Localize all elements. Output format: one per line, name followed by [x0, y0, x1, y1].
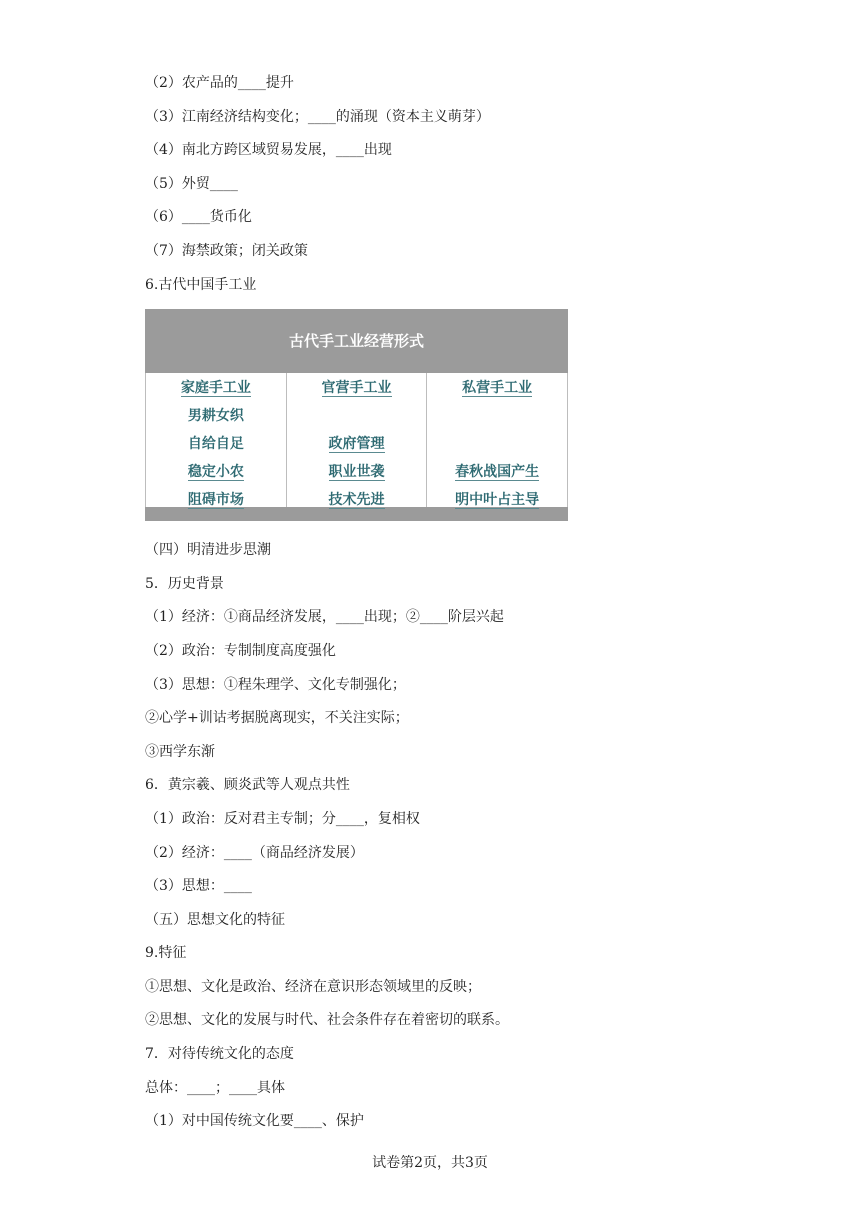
text-line: 5．历史背景	[145, 575, 224, 592]
text-line: （1）对中国传统文化要____、保护	[145, 1113, 364, 1130]
page-footer: 试卷第2页，共3页	[372, 1155, 488, 1171]
table-column-official	[287, 373, 428, 507]
table-body	[145, 373, 568, 507]
table-cell: 自给自足	[187, 436, 244, 453]
section-heading: （五）思想文化的特征	[145, 911, 285, 928]
text-line: （3）思想：____	[145, 878, 252, 895]
text-line: 9.特征	[145, 945, 187, 962]
text-line: （7）海禁政策；闭关政策	[145, 242, 308, 259]
table-cell: 明中叶占主导	[455, 492, 540, 509]
section-heading: （四）明清进步思潮	[145, 542, 271, 559]
column-header: 私营手工业	[462, 380, 533, 397]
text-line: ②思想、文化的发展与时代、社会条件存在着密切的联系。	[145, 1012, 509, 1029]
text-line: ②心学+训诂考据脱离现实，不关注实际；	[145, 710, 409, 727]
column-header: 家庭手工业	[180, 380, 251, 397]
text-line: （2）农产品的____提升	[145, 75, 294, 91]
text-line: （4）南北方跨区域贸易发展，____出现	[145, 142, 392, 159]
text-line: ③西学东渐	[145, 743, 215, 760]
column-header: 官营手工业	[321, 380, 392, 397]
text-line: （3）思想：①程朱理学、文化专制强化；	[145, 676, 406, 693]
text-line: ①思想、文化是政治、经济在意识形态领域里的反映；	[145, 978, 481, 995]
text-line: （6）____货币化	[145, 209, 252, 226]
text-line: 7．对待传统文化的态度	[145, 1046, 294, 1063]
table-cell: 阻碍市场	[187, 492, 244, 509]
table-cell: 春秋战国产生	[455, 464, 540, 481]
table-column-private	[427, 373, 567, 507]
table-cell: 男耕女织	[187, 408, 244, 425]
table-cell: 技术先进	[328, 492, 385, 509]
document-body	[145, 67, 785, 1139]
text-line: 6．黄宗羲、顾炎武等人观点共性	[145, 777, 350, 794]
handicraft-table	[145, 309, 568, 521]
table-cell: 政府管理	[328, 436, 385, 453]
table-title: 古代手工业经营形式	[288, 332, 424, 351]
text-line: （2）政治：专制制度高度强化	[145, 642, 336, 659]
text-line: （1）经济：①商品经济发展，____出现；②____阶层兴起	[145, 609, 504, 626]
section-heading: 6.古代中国手工业	[145, 276, 257, 293]
text-line: （5）外贸____	[145, 175, 238, 192]
text-line: （1）政治：反对君主专制；分____，复相权	[145, 810, 420, 827]
table-cell: 稳定小农	[187, 464, 244, 481]
text-line: （2）经济：____（商品经济发展）	[145, 844, 364, 861]
text-line: 总体：____；____具体	[145, 1079, 285, 1096]
text-line: （3）江南经济结构变化；____的涌现（资本主义萌芽）	[145, 108, 490, 125]
table-cell: 职业世袭	[328, 464, 385, 481]
table-column-family	[146, 373, 287, 507]
